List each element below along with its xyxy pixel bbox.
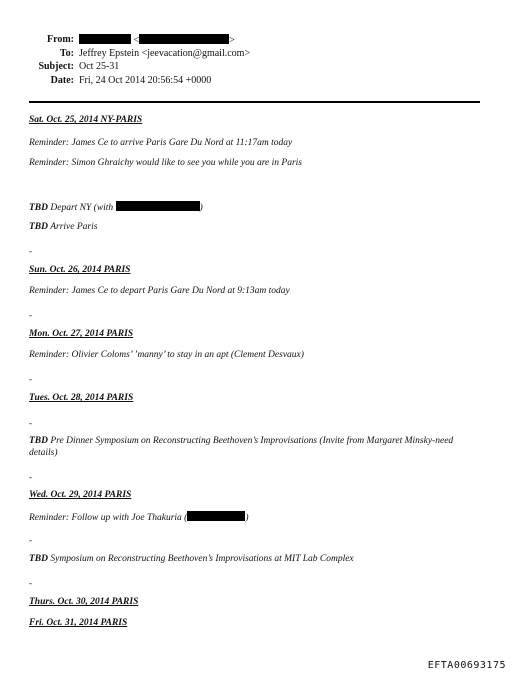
separator-dash: - — [29, 578, 32, 588]
from-angle-close: > — [229, 35, 235, 46]
separator-dash: - — [29, 374, 32, 384]
reminder-sun: Reminder: James Ce to depart Paris Gare Du Nord at 9:13am today — [29, 286, 290, 296]
tbd-text: Symposium on Reconstructing Beethoven’s Improvisations at MIT Lab Complex — [48, 554, 354, 564]
tbd-text: Pre Dinner Symposium on Reconstructing Beethoven’s Improvisations (Invite from Margaret Minsky-need details) — [29, 436, 454, 458]
tbd-label: TBD — [29, 436, 48, 446]
separator-dash: - — [29, 246, 32, 256]
redaction-bar — [116, 201, 200, 211]
tbd-label: TBD — [29, 222, 48, 232]
day-heading-sun: Sun. Oct. 26, 2014 PARIS — [29, 265, 131, 275]
tbd-depart-ny — [29, 201, 484, 215]
document-id: EFTA00693175 — [427, 660, 506, 671]
from-label: From: — [46, 34, 74, 45]
day-heading-tue: Tues. Oct. 28, 2014 PARIS — [29, 393, 134, 403]
to-value: Jeffrey Epstein <jeevacation@gmail.com> — [79, 48, 251, 59]
day-heading-wed: Wed. Oct. 29, 2014 PARIS — [29, 490, 132, 500]
redaction-bar — [79, 34, 131, 44]
day-heading-thu: Thurs. Oct. 30, 2014 PARIS — [29, 597, 139, 607]
from-angle-open: < — [133, 35, 140, 46]
day-heading-sat: Sat. Oct. 25, 2014 NY-PARIS — [29, 115, 143, 125]
subject-value: Oct 25-31 — [79, 61, 120, 72]
separator-dash: - — [29, 535, 32, 545]
tbd-arrive-paris — [29, 222, 484, 234]
tbd-label: TBD — [29, 203, 48, 213]
header-divider — [29, 101, 480, 103]
tbd-symposium-mit — [29, 554, 484, 566]
day-heading-fri: Fri. Oct. 31, 2014 PARIS — [29, 618, 128, 628]
separator-dash: - — [29, 418, 32, 428]
redaction-bar — [187, 511, 245, 521]
date-value: Fri, 24 Oct 2014 20:56:54 +0000 — [79, 75, 212, 86]
reminder-text: Reminder: Follow up with Joe Thakuria ( — [29, 513, 188, 523]
separator-dash: - — [29, 472, 32, 482]
separator-dash: - — [29, 310, 32, 320]
reminder-sat-2: Reminder: Simon Ghraichy would like to see you while you are in Paris — [29, 158, 302, 168]
from-value — [79, 34, 235, 47]
subject-label: Subject: — [38, 61, 74, 72]
to-label: To: — [59, 48, 74, 59]
reminder-sat-1: Reminder: James Ce to arrive Paris Gare Du Nord at 11:17am today — [29, 138, 293, 148]
reminder-mon: Reminder: Olivier Coloms’ ’manny’ to stay in an apt (Clement Desvaux) — [29, 350, 304, 360]
redaction-bar — [139, 34, 229, 44]
tbd-text: Arrive Paris — [48, 222, 98, 232]
tbd-pre-dinner-symposium — [29, 436, 484, 459]
reminder-close: ) — [245, 513, 249, 523]
tbd-close: ) — [199, 203, 203, 213]
day-heading-mon: Mon. Oct. 27, 2014 PARIS — [29, 329, 134, 339]
tbd-label: TBD — [29, 554, 48, 564]
date-label: Date: — [50, 75, 74, 86]
reminder-wed — [29, 511, 484, 525]
tbd-text: Depart NY (with — [48, 203, 116, 213]
